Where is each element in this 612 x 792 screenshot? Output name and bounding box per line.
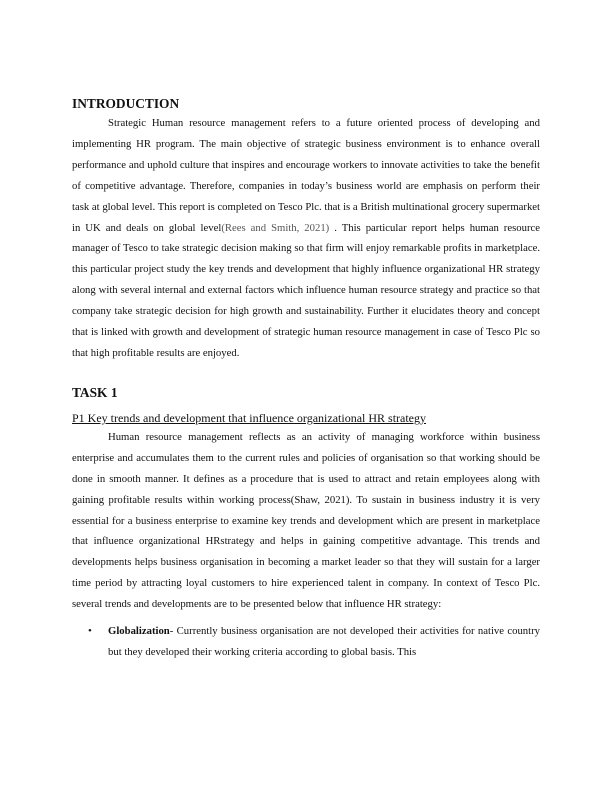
introduction-text-start: Strategic Human resource management refers to a future oriented process of developing and implementing HR program. The main objective of strategic business environment is to enhance overall performance and uphold culture that inspires and encourage workers to innovate activities to take the benefit of competitive advantage. Therefore, companies in today’s business world are emphasis on perform their task at global level. This report is completed on Tesco Plc. that is a British multinational grocery supermarket in UK and deals on global level: [72, 117, 540, 234]
task1-heading: TASK 1: [72, 384, 118, 400]
document-page: [72, 95, 540, 663]
bullet-icon: •: [88, 625, 92, 638]
task1-subheading: P1 Key trends and development that influence organizational HR strategy: [72, 410, 427, 425]
bullet-title: Globalization: [108, 625, 170, 638]
list-item: [72, 621, 540, 663]
task1-paragraph: Human resource management reflects as an activity of managing workforce within business enterprise and accumulates them to the current rules and policies of organisation so that working should be done in smooth manner. It defines as a procedure that is used to attract and retain employees along with gaining profitable results within working process(Shaw, 2021). To sustain in business industry it is very essential for a business enterprise to examine key trends and development which are present in marketplace that influence organizational HRstrategy and helps in gaining competitive advantage. This trends and developments helps business organisation in becoming a market leader so that they will sustain for a larger time period by attracting loyal customers to hire experienced talent in company. In context of Tesco Plc. several trends and developments are to be presented below that influence HR strategy:: [72, 430, 540, 611]
introduction-heading: INTRODUCTION: [72, 96, 180, 111]
bullet-text: - Currently business organisation are not developed their activities for native country but they developed their working criteria according to global basis. This: [108, 625, 540, 658]
introduction-citation: (Rees and Smith, 2021): [221, 221, 330, 234]
introduction-text-end: . This particular report helps human resource manager of Tesco to take strategic decision making so that firm will enjoy remarkable profits in marketplace. this particular project study the key trends and development that highly influence organizational HR strategy along with several internal and external factors which influence human resource strategy and practice so that company take strategic decision for high growth and sustainability. Further it elucidates theory and concept that is linked with growth and development of strategic human resource management in case of Tesco Plc so that high profitable results are enjoyed.: [72, 221, 540, 359]
trends-list: [72, 621, 540, 663]
introduction-paragraph: [72, 113, 540, 364]
